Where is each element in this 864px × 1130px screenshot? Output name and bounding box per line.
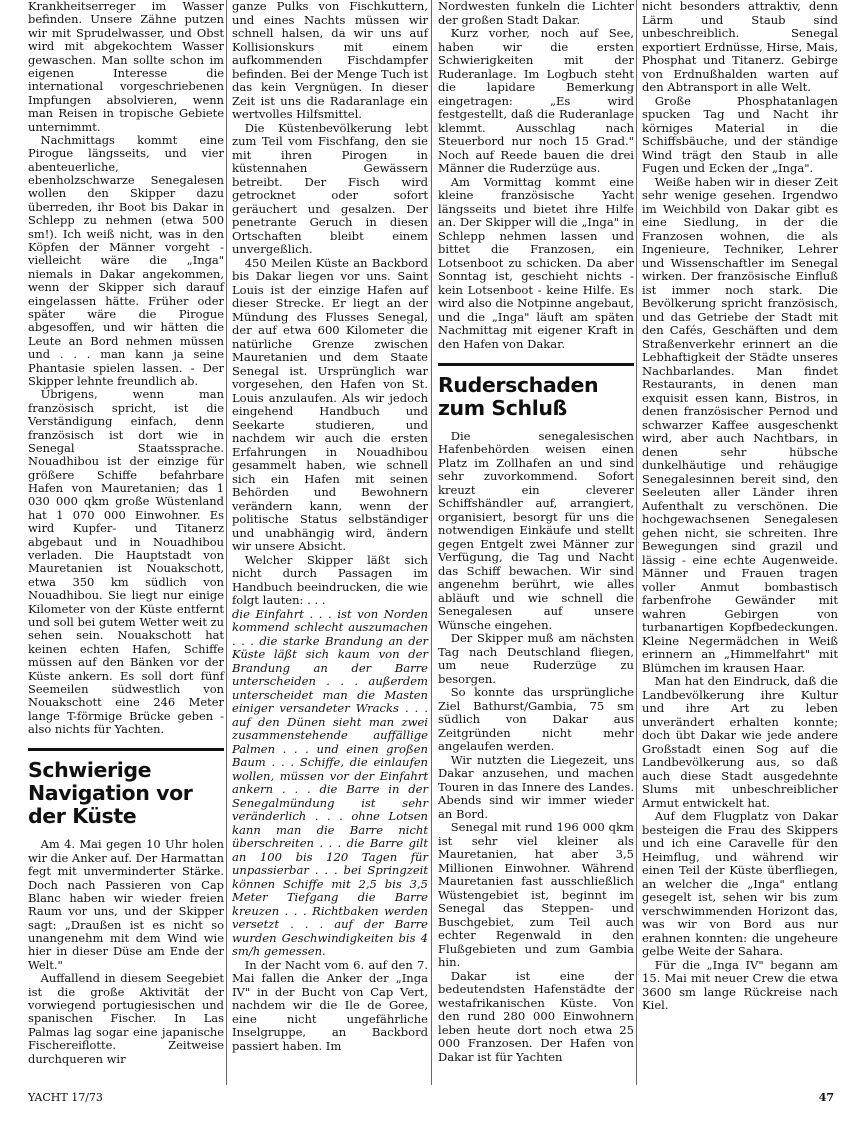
- article-paragraph: Dakar ist eine der bedeutendsten Hafenstädte der westafrikanischen Küste. Von den rund 280 000 Einwohnern leben heute dort noch etwa 25 000 Franzosen. Der Hafen von Dakar ist für Yachten: [438, 968, 634, 1064]
- article-paragraph: So konnte das ursprüngliche Ziel Bathurst/Gambia, 75 sm südlich von Dakar aus Zeitgründen nicht mehr angelaufen werden.: [438, 685, 634, 754]
- article-paragraph: Große Phosphatanlagen spucken Tag und Nacht ihr körniges Material in die Schiffsbäuche, und der ständige Wind trägt den Staub in alle Fugen und Ecken der „Inga".: [642, 93, 838, 175]
- article-paragraph: Am Vormittag kommt eine kleine französische Yacht längsseits und bietet ihre Hilfe an. Der Skipper will die „Inga" in Schlepp nehmen lassen und bittet die Franzosen, ein Lotsenboot zu schicken. Da aber Sonntag ist, geschieht nichts - kein Lotsenboot - keine Hilfe. Es wird also die Notpinne angebaut, und die „Inga" läuft am späten Nachmittag mit eigener Kraft in den Hafen von Dakar.: [438, 174, 634, 351]
- article-paragraph: Die senegalesischen Hafenbehörden weisen einen Platz im Zollhafen an und sind sehr zuvorkommend. Sofort kreuzt ein cleverer Schiffshändler auf, arrangiert, organisiert, besorgt für uns die notwendigen Einkäufe und stellt gegen Entgelt zwei Männer zur Verfügung, die Tag und Nacht das Schiff bewachen. Wir sind angenehm berührt, wie alles abläuft und wie schnell die Senegalesen auf unsere Wünsche eingehen.: [438, 428, 634, 632]
- article-paragraph: Für die „Inga IV" begann am 15. Mai mit neuer Crew die etwa 3600 sm lange Rückreise nach Kiel.: [642, 957, 838, 1012]
- article-paragraph: Auf dem Flugplatz von Dakar besteigen die Frau des Skippers und ich eine Caravelle für den Heimflug, und während wir einen Teil der Küste überfliegen, an welcher die „Inga" entlang gesegelt ist, sehen wir bis zum verschwimmenden Horizont das, was wir von Bord aus nur erahnen konnten: die ungeheure gelbe Weite der Sahara.: [642, 809, 838, 958]
- article-paragraph: In der Nacht vom 6. auf den 7. Mai fallen die Anker der „Inga IV" in der Bucht von Cap Vert, nachdem wir die Ile de Goree, eine nicht ungefährliche Inselgruppe, an Backbord passiert haben. Im: [232, 957, 428, 1053]
- article-paragraph: Nordwesten funkeln die Lichter der großen Stadt Dakar.: [438, 0, 634, 27]
- article-paragraph: Kurz vorher, noch auf See, haben wir die ersten Schwierigkeiten mit der Ruderanlage. Im Logbuch steht die lapidare Bemerkung eingetragen: „Es wird festgestellt, daß die Ruderanlage klemmt. Ausschlag nach Steuerbord nur noch 15 Grad." Noch auf Reede bauen die drei Männer die Ruderzüge aus.: [438, 26, 634, 175]
- article-paragraph: Auffallend in diesem Seegebiet ist die große Aktivität der vorwiegend portugiesischen und spanischen Fischer. In Las Palmas lag sogar eine japanische Fischereiflotte. Zeitweise durchqueren wir: [28, 971, 224, 1066]
- column-rule: [226, 0, 227, 1085]
- article-paragraph: Man hat den Eindruck, daß die Landbevölkerung ihre Kultur und ihre Art zu leben unverändert erhalten konnte; doch übt Dakar wie jede andere Großstadt einen Sog auf die Landbevölkerung aus, so daß auch diese Stadt ausgedehnte Slums mit unbeschreiblicher Armut entwickelt hat.: [642, 674, 838, 810]
- text-column-2: [232, 0, 428, 1053]
- article-paragraph: Nachmittags kommt eine Pirogue längsseits, und vier abenteuerliche, ebenholzschwarze Senegalesen wollen den Skipper dazu überreden, ihr Boot bis Dakar in Schlepp zu nehmen (etwa 500 sm!). Ich weiß nicht, was in den Köpfen der Männer vorgeht - vielleicht wäre die „Inga" niemals in Dakar angekommen, wenn der Skipper sich darauf eingelassen hätte. Früher oder später wäre die Pirogue abgesoffen, und wir hätten die Leute an Bord nehmen müssen und . . . man kann ja seine Phantasie spielen lassen. - Der Skipper lehnte freundlich ab.: [28, 132, 224, 388]
- column-rule: [636, 0, 637, 1085]
- article-paragraph: ganze Pulks von Fischkuttern, und eines Nachts müssen wir schnell halsen, da wir uns auf Kollisionskurs mit einem aufkommenden Fischdampfer befinden. Bei der Menge Tuch ist das kein Vergnügen. In dieser Zeit ist uns die Radaranlage ein wertvolles Hilfsmittel.: [232, 0, 428, 121]
- text-column-1: [28, 0, 224, 1066]
- text-column-3: [438, 0, 634, 1064]
- magazine-issue: YACHT 17/73: [28, 1091, 103, 1104]
- article-paragraph: Übrigens, wenn man französisch spricht, ist die Verständigung einfach, denn französisch ist dort wie in Senegal Staatssprache. Nouadhibou ist der einzige für größere Schiffe befahrbare Hafen von Mauretanien; das 1 030 000 qkm große Wüstenland hat 1 070 000 Einwohner. Es wird Kupfer- und Titanerz abgebaut und in Nouadhibou verladen. Die Hauptstadt von Mauretanien ist Nouakschott, etwa 350 km südlich von Nouadhibou. Sie liegt nur einige Kilometer von der Küste entfernt und soll bei gutem Wetter weit zu sehen sein. Nouakschott hat keinen echten Hafen, Schiffe müssen auf den Bänken vor der Küste ankern. Es soll dort fünf Seemeilen südwestlich von Nouakschott eine 246 Meter lange T-förmige Brücke geben - also nichts für Yachten.: [28, 387, 224, 737]
- article-paragraph: Senegal mit rund 196 000 qkm ist sehr viel kleiner als Mauretanien, hat aber 3,5 Millionen Einwohner. Während Mauretanien fast ausschließlich Wüstengebiet ist, beginnt im Senegal das Steppen- und Buschgebiet, zum Teil auch echter Regenwald in den Flußgebieten und zum Gambia hin.: [438, 820, 634, 970]
- column-rule: [431, 0, 432, 1085]
- article-paragraph: Weiße haben wir in dieser Zeit sehr wenige gesehen. Irgendwo im Weichbild von Dakar gibt es eine Siedlung, in der die Franzosen wohnen, die als Ingenieure, Techniker, Lehrer und Wissenschaftler im Senegal wirken. Der französische Einfluß ist immer noch stark. Die Bevölkerung spricht französisch, und das Getriebe der Stadt mit den Cafés, Geschäften und dem Straßenverkehr erinnert an die Lebhaftigkeit der Städte unseres Nachbarlandes. Man findet Restaurants, in denen man exquisit essen kann, Bistros, in denen französischer Pernod und schwarzer Kaffee ausgeschenkt wird, aber auch Nachtbars, in denen sehr hübsche dunkelhäutige und rehäugige Senegalesinnen bereit sind, den Seeleuten aller Länder ihren Aufenthalt zu verschönen. Die hochgewachsenen Senegalesen gehen nicht, sie schreiten. Ihre Bewegungen sind grazil und lässig - eine echte Augenweide. Männer und Frauen tragen voller Anmut bombastisch farbenfrohe Gewänder mit wahren Gebirgen von turbanartigen Kopfbedeckungen. Kleine Negermädchen in Weiß erinnern an „Himmelfahrt" mit Blümchen im krausen Haar.: [642, 174, 838, 675]
- handbook-quote: die Einfahrt . . . ist von Norden kommend schlecht auszumachen . . . die starke Brandung an der Küste läßt sich kaum von der Brandung an der Barre unterscheiden . . . außerdem unterscheidet man die Masten einiger versandeter Wracks . . . auf den Dünen sieht man zwei zusammenstehende auffällige Palmen . . . und einen großen Baum . . . Schiffe, die einlaufen wollen, müssen vor der Einfahrt ankern . . . die Barre in der Senegalmündung ist sehr veränderlich . . . ohne Lotsen kann man die Barre nicht überschreiten . . . die Barre gilt an 100 bis 120 Tagen für unpassierbar . . . bei Springzeit können Schiffe mit 2,5 bis 3,5 Meter Tiefgang die Barre kreuzen . . . Richtbaken werden versetzt . . . auf der Barre wurden Geschwindigkeiten bis 4 sm/h gemessen.: [232, 606, 428, 958]
- article-paragraph: Der Skipper muß am nächsten Tag nach Deutschland fliegen, um neue Ruderzüge zu besorgen.: [438, 631, 634, 686]
- article-paragraph: Wir nutzten die Liegezeit, uns Dakar anzusehen, und machen Touren in das Innere des Landes. Abends sind wir immer wieder an Bord.: [438, 752, 634, 821]
- section-heading: Schwierige Navigation vor der Küste: [28, 748, 224, 828]
- article-paragraph: Die Küstenbevölkerung lebt zum Teil vom Fischfang, den sie mit ihren Pirogen in küstennahen Gewässern betreibt. Der Fisch wird getrocknet oder sofort geräuchert und gesalzen. Der penetrante Geruch in diesen Ortschaften bleibt einem unvergeßlich.: [232, 120, 428, 256]
- article-paragraph: nicht besonders attraktiv, denn Lärm und Staub sind unbeschreiblich. Senegal exportiert Erdnüsse, Hirse, Mais, Phosphat und Titanerz. Gebirge von Erdnußhalden warten auf den Abtransport in alle Welt.: [642, 0, 838, 94]
- text-column-4: [642, 0, 838, 1013]
- section-heading: Ruderschaden zum Schluß: [438, 363, 634, 420]
- page-number: 47: [818, 1091, 834, 1104]
- article-paragraph: 450 Meilen Küste an Backbord bis Dakar liegen vor uns. Saint Louis ist der einzige Hafen auf dieser Strecke. Er liegt an der Mündung des Flusses Senegal, der auf etwa 600 Kilometer die natürliche Grenze zwischen Mauretanien und dem Staate Senegal ist. Ursprünglich war vorgesehen, den Hafen von St. Louis anzulaufen. Als wir jedoch eingehend Handbuch und Seekarte studieren, und nachdem wir auch die ersten Erfahrungen in Nouadhibou gesammelt haben, wie schnell sich ein Hafen mit seinen Behörden und Bewohnern verändern kann, wenn der politische Status selbständiger und unabhängig wird, ändern wir unsere Absicht.: [232, 255, 428, 553]
- article-paragraph: Krankheitserreger im Wasser befinden. Unsere Zähne putzen wir mit Sprudelwasser, und Obst wird mit abgekochtem Wasser gewaschen. Man sollte schon im eigenen Interesse die international vorgeschriebenen Impfungen absolvieren, wenn man Reisen in tropische Gebiete unternimmt.: [28, 0, 224, 134]
- article-paragraph: Welcher Skipper läßt sich nicht durch Passagen im Handbuch beeindrucken, die wie folgt lauten: . . .: [232, 552, 428, 607]
- article-paragraph: Am 4. Mai gegen 10 Uhr holen wir die Anker auf. Der Harmattan fegt mit unverminderter Stärke. Doch nach Passieren von Cap Blanc haben wir wieder freien Raum vor uns, und der Skipper sagt: „Draußen ist es nicht so unangenehm mit dem Wind wie hier in dieser Düse am Ende der Welt.": [28, 837, 224, 972]
